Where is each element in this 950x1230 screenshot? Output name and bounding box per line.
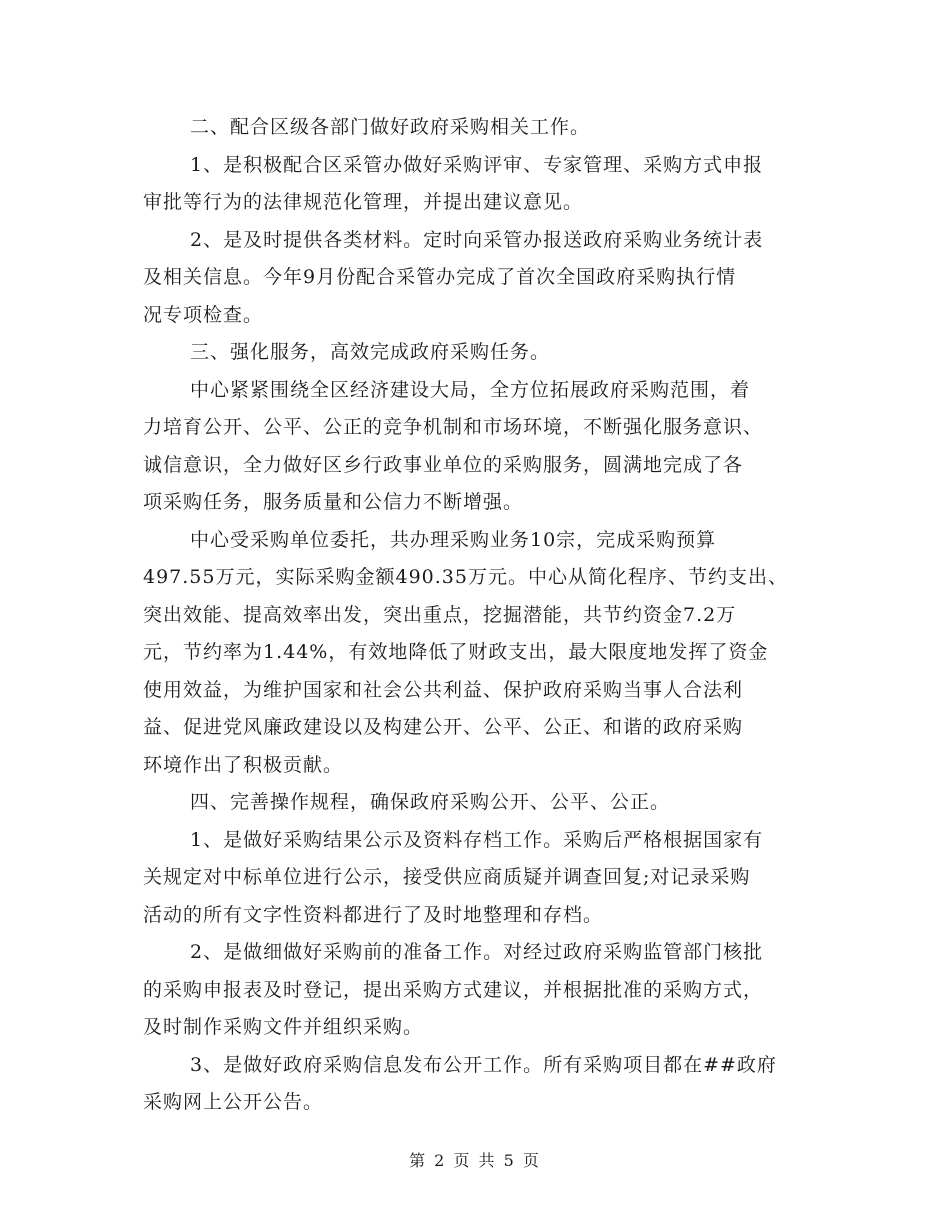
section-heading-2: 二、配合区级各部门做好政府采购相关工作。 <box>190 116 591 138</box>
paragraph-line: 况专项检查。 <box>143 304 264 326</box>
paragraph-line: 中心紧紧围绕全区经济建设大局，全方位拓展政府采购范围，着 <box>190 379 751 401</box>
paragraph-line: 诚信意识，全力做好区乡行政事业单位的采购服务，圆满地完成了各 <box>143 454 744 476</box>
paragraph-line: 采购网上公开公告。 <box>143 1091 324 1113</box>
paragraph-line: 突出效能、提高效率出发，突出重点，挖掘潜能，共节约资金7.2万 <box>143 604 737 626</box>
section-heading-3: 三、强化服务，高效完成政府采购任务。 <box>190 341 551 363</box>
page-number-footer: 第 2 页 共 5 页 <box>409 1151 541 1170</box>
paragraph-line: 及相关信息。今年9月份配合采管办完成了首次全国政府采购执行情 <box>143 266 737 288</box>
paragraph-line: 关规定对中标单位进行公示，接受供应商质疑并调查回复;对记录采购 <box>143 866 751 888</box>
paragraph-line: 元，节约率为1.44%，有效地降低了财政支出，最大限度地发挥了资金 <box>143 641 769 663</box>
paragraph-line: 2、是及时提供各类材料。定时向采管办报送政府采购业务统计表 <box>190 229 764 251</box>
paragraph-line: 活动的所有文字性资料都进行了及时地整理和存档。 <box>143 904 604 926</box>
paragraph-line: 力培育公开、公平、公正的竞争机制和市场环境，不断强化服务意识、 <box>143 416 764 438</box>
paragraph-line: 中心受采购单位委托，共办理采购业务10宗，完成采购预算 <box>190 529 717 551</box>
paragraph-line: 益、促进党风廉政建设以及构建公开、公平、公正、和谐的政府采购 <box>143 716 744 738</box>
paragraph-line: 3、是做好政府采购信息发布公开工作。所有采购项目都在##政府 <box>190 1054 777 1076</box>
paragraph-line: 497.55万元，实际采购金额490.35万元。中心从简化程序、节约支出、 <box>143 566 788 588</box>
paragraph-line: 的采购申报表及时登记，提出采购方式建议，并根据批准的采购方式， <box>143 979 764 1001</box>
paragraph-line: 审批等行为的法律规范化管理，并提出建议意见。 <box>143 191 584 213</box>
paragraph-line: 1、是做好采购结果公示及资料存档工作。采购后严格根据国家有 <box>190 829 764 851</box>
paragraph-line: 2、是做细做好采购前的准备工作。对经过政府采购监管部门核批 <box>190 941 764 963</box>
paragraph-line: 使用效益，为维护国家和社会公共利益、保护政府采购当事人合法利 <box>143 679 744 701</box>
paragraph-line: 及时制作采购文件并组织采购。 <box>143 1016 424 1038</box>
paragraph-line: 项采购任务，服务质量和公信力不断增强。 <box>143 491 524 513</box>
paragraph-line: 环境作出了积极贡献。 <box>143 754 344 776</box>
paragraph-line: 1、是积极配合区采管办做好采购评审、专家管理、采购方式申报 <box>190 154 764 176</box>
section-heading-4: 四、完善操作规程，确保政府采购公开、公平、公正。 <box>190 791 671 813</box>
